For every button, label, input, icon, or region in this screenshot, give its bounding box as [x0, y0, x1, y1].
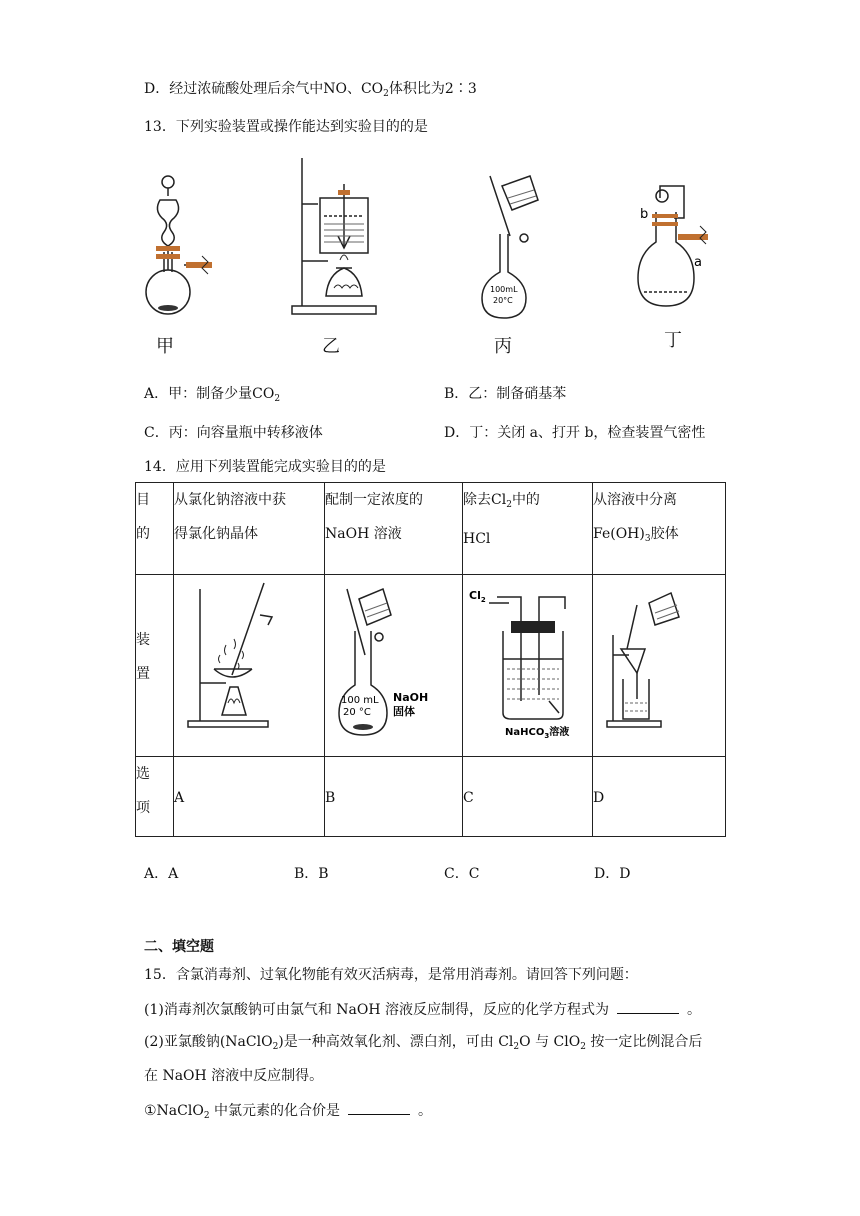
q15-part2: (2)亚氯酸钠(NaClO$_2$)是一种高效氧化剂、漂白剂，可由 $Cl_2O$ 与 ClO$_2$ 按一定比例混合后 [144, 1034, 703, 1052]
q15-part1: (1)消毒剂次氯酸钠可由氯气和 NaOH 溶液反应制得，反应的化学方程式为 。 [144, 999, 701, 1020]
choice-c: C [463, 757, 593, 837]
q15-part2-i: ①NaClO$_2$ 中氯元素的化合价是 。 [144, 1100, 432, 1126]
q14-answer-a: A．A [144, 866, 179, 882]
choice-header: 选 项 [136, 757, 174, 837]
device-cell-b [325, 575, 463, 757]
apparatus-ding [634, 178, 730, 318]
fig14-flask-temp: 20 °C [343, 707, 371, 718]
q13-option-d: D．丁：关闭 a、打开 b，检查装置气密性 [444, 425, 706, 441]
fig-bing-temp: 20°C [493, 296, 513, 305]
fig-ding-label-b: b [640, 207, 649, 222]
q13-option-c: C．丙：向容量瓶中转移液体 [144, 425, 323, 441]
q14-answer-b: B．B [294, 866, 329, 882]
answer-blank[interactable] [617, 999, 679, 1014]
fig-ding-label-a: a [694, 255, 702, 270]
q15-part2-line2: 在 NaOH 溶液中反应制得。 [144, 1068, 324, 1084]
section-title: 二、填空题 [144, 939, 214, 955]
device-header: 装 置 [136, 575, 174, 757]
q14-table [135, 482, 726, 837]
purpose-cell-d: 从溶液中分离 $Fe(OH)_3$胶体 [593, 483, 726, 575]
fig-label-jia: 甲 [156, 336, 174, 357]
q13-stem: 13．下列实验装置或操作能达到实验目的的是 [144, 119, 428, 135]
apparatus-bing [478, 172, 548, 322]
gas-washing-bottle [463, 575, 593, 743]
apparatus-yi [288, 156, 378, 321]
fig14-nahco3: NaHCO$_3$溶液 [505, 727, 570, 740]
purpose-header: 目 的 [136, 483, 174, 575]
q14-answer-c: C．C [444, 866, 480, 882]
fig14-solid: 固体 [393, 705, 415, 718]
device-cell-c [463, 575, 593, 757]
choice-b: B [325, 757, 463, 837]
purpose-cell-c: 除去$Cl_2$中的 HCl [463, 483, 593, 575]
fig14-naoh: NaOH [393, 691, 429, 704]
device-row [136, 575, 726, 757]
choice-a: A [174, 757, 325, 837]
purpose-cell-a: 从氯化钠溶液中获 得氯化钠晶体 [174, 483, 325, 575]
fig-label-ding: 丁 [664, 330, 682, 351]
fig-label-bing: 丙 [494, 336, 512, 357]
apparatus-jia [140, 170, 220, 330]
fig14-flask-volume: 100 mL [341, 695, 379, 706]
fig-bing-volume: 100mL [490, 285, 518, 294]
fig-label-yi: 乙 [322, 336, 340, 357]
q14-stem: 14．应用下列装置能完成实验目的的是 [144, 459, 386, 475]
volumetric-flask-apparatus [325, 575, 463, 743]
q15-stem: 15．含氯消毒剂、过氧化物能有效灭活病毒，是常用消毒剂。请回答下列问题： [144, 967, 638, 983]
q13-option-a: A．甲：制备少量$CO_2$ [144, 386, 281, 404]
q12-option-d: D．经过浓硫酸处理后余气中NO、$CO_2$体积比为2∶3 [144, 81, 477, 99]
purpose-row [136, 483, 726, 575]
filtration-apparatus [593, 575, 725, 743]
choice-row [136, 757, 726, 837]
fig14-cl2: $Cl_2$ [469, 589, 486, 604]
device-cell-a [174, 575, 325, 757]
q13-option-b: B．乙：制备硝基苯 [444, 386, 567, 402]
evaporation-apparatus [174, 575, 324, 743]
purpose-cell-b: 配制一定浓度的 NaOH 溶液 [325, 483, 463, 575]
choice-d: D [593, 757, 726, 837]
q14-answer-d: D．D [594, 866, 631, 882]
answer-blank[interactable] [348, 1100, 410, 1115]
device-cell-d [593, 575, 726, 757]
